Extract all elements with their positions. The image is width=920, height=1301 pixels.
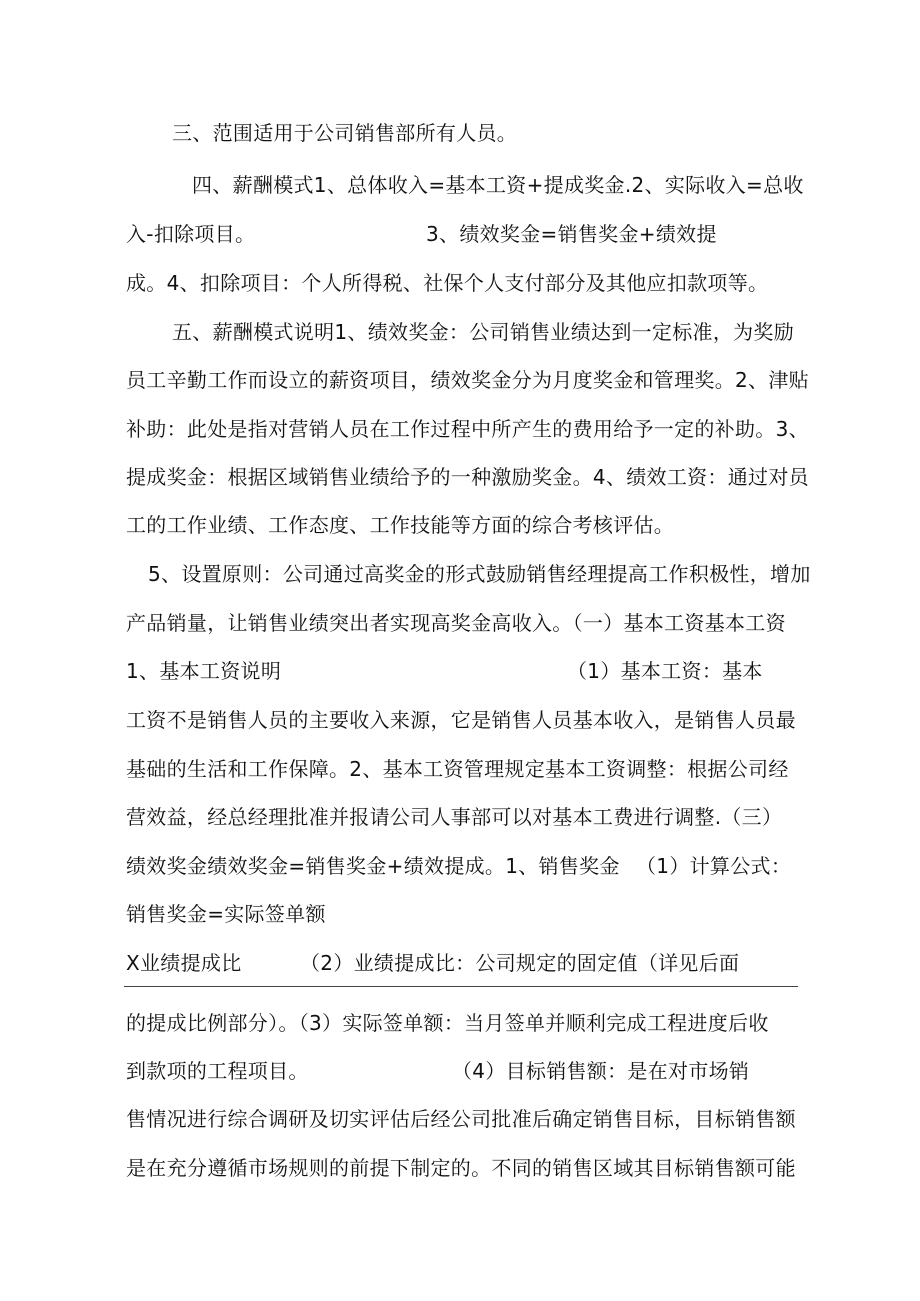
paragraph-5-line-3: 补助：此处是指对营销人员在工作过程中所产生的费用给予一定的补助。3、 [126, 417, 809, 441]
paragraph-4-line-2a: 入-扣除项目。 [126, 222, 256, 246]
paragraph-6-line-8: 销售奖金=实际签单额 [126, 902, 326, 926]
paragraph-6-line-7b: （1）计算公式： [636, 854, 792, 878]
paragraph-6-line-4: 工资不是销售人员的主要收入来源，它是销售人员基本收入，是销售人员最 [126, 708, 796, 732]
paragraph-6-line-3a: 1、基本工资说明 [126, 659, 282, 683]
paragraph-5-line-5: 工的工作业绩、工作态度、工作技能等方面的综合考核评估。 [126, 513, 675, 537]
paragraph-7-line-1: 的提成比例部分）。（3）实际签单额：当月签单并顺利完成工程进度后收 [126, 1011, 769, 1035]
paragraph-6-line-3b: （1）基本工资：基本 [567, 659, 763, 683]
paragraph-6-line-7a: 绩效奖金绩效奖金=销售奖金+绩效提成。1、销售奖金 [126, 854, 620, 878]
paragraph-7-line-3: 售情况进行综合调研及切实评估后经公司批准后确定销售目标，目标销售额 [126, 1107, 796, 1131]
paragraph-6-line-5: 基础的生活和工作保障。2、基本工资管理规定基本工资调整：根据公司经 [126, 757, 789, 781]
paragraph-6-line-6: 营效益，经总经理批准并报请公司人事部可以对基本工费进行调整.（三） [126, 805, 783, 829]
paragraph-7-line-2b: （4）目标销售额：是在对市场销 [452, 1059, 750, 1083]
paragraph-5-line-2: 员工辛勤工作而设立的薪资项目，绩效奖金分为月度奖金和管理奖。2、津贴 [126, 368, 809, 392]
paragraph-4-line-2b: 3、绩效奖金=销售奖金+绩效提 [426, 222, 717, 246]
horizontal-rule [124, 986, 798, 987]
paragraph-6-line-2: 产品销量，让销售业绩突出者实现高奖金高收入。（一）基本工资基本工资 [126, 611, 786, 635]
paragraph-4-line-1: 四、薪酬模式1、总体收入=基本工资+提成奖金.2、实际收入=总收 [192, 173, 804, 197]
paragraph-7-line-4: 是在充分遵循市场规则的前提下制定的。不同的销售区域其目标销售额可能 [126, 1156, 796, 1180]
paragraph-6-line-9b: （2）业绩提成比：公司规定的固定值（详见后面 [300, 951, 740, 975]
paragraph-6-line-9a: X业绩提成比 [126, 951, 242, 975]
paragraph-4-line-3: 成。4、扣除项目：个人所得税、社保个人支付部分及其他应扣款项等。 [126, 271, 769, 295]
paragraph-7-line-2a: 到款项的工程项目。 [126, 1059, 309, 1083]
paragraph-3-line-1: 三、范围适用于公司销售部所有人员。 [172, 121, 518, 145]
paragraph-5-line-4: 提成奖金：根据区域销售业绩给予的一种激励奖金。4、绩效工资：通过对员 [126, 465, 809, 489]
paragraph-6-line-1: 5、设置原则：公司通过高奖金的形式鼓励销售经理提高工作积极性，增加 [148, 562, 811, 586]
paragraph-5-line-1: 五、薪酬模式说明1、绩效奖金：公司销售业绩达到一定标准，为奖励 [172, 320, 795, 344]
